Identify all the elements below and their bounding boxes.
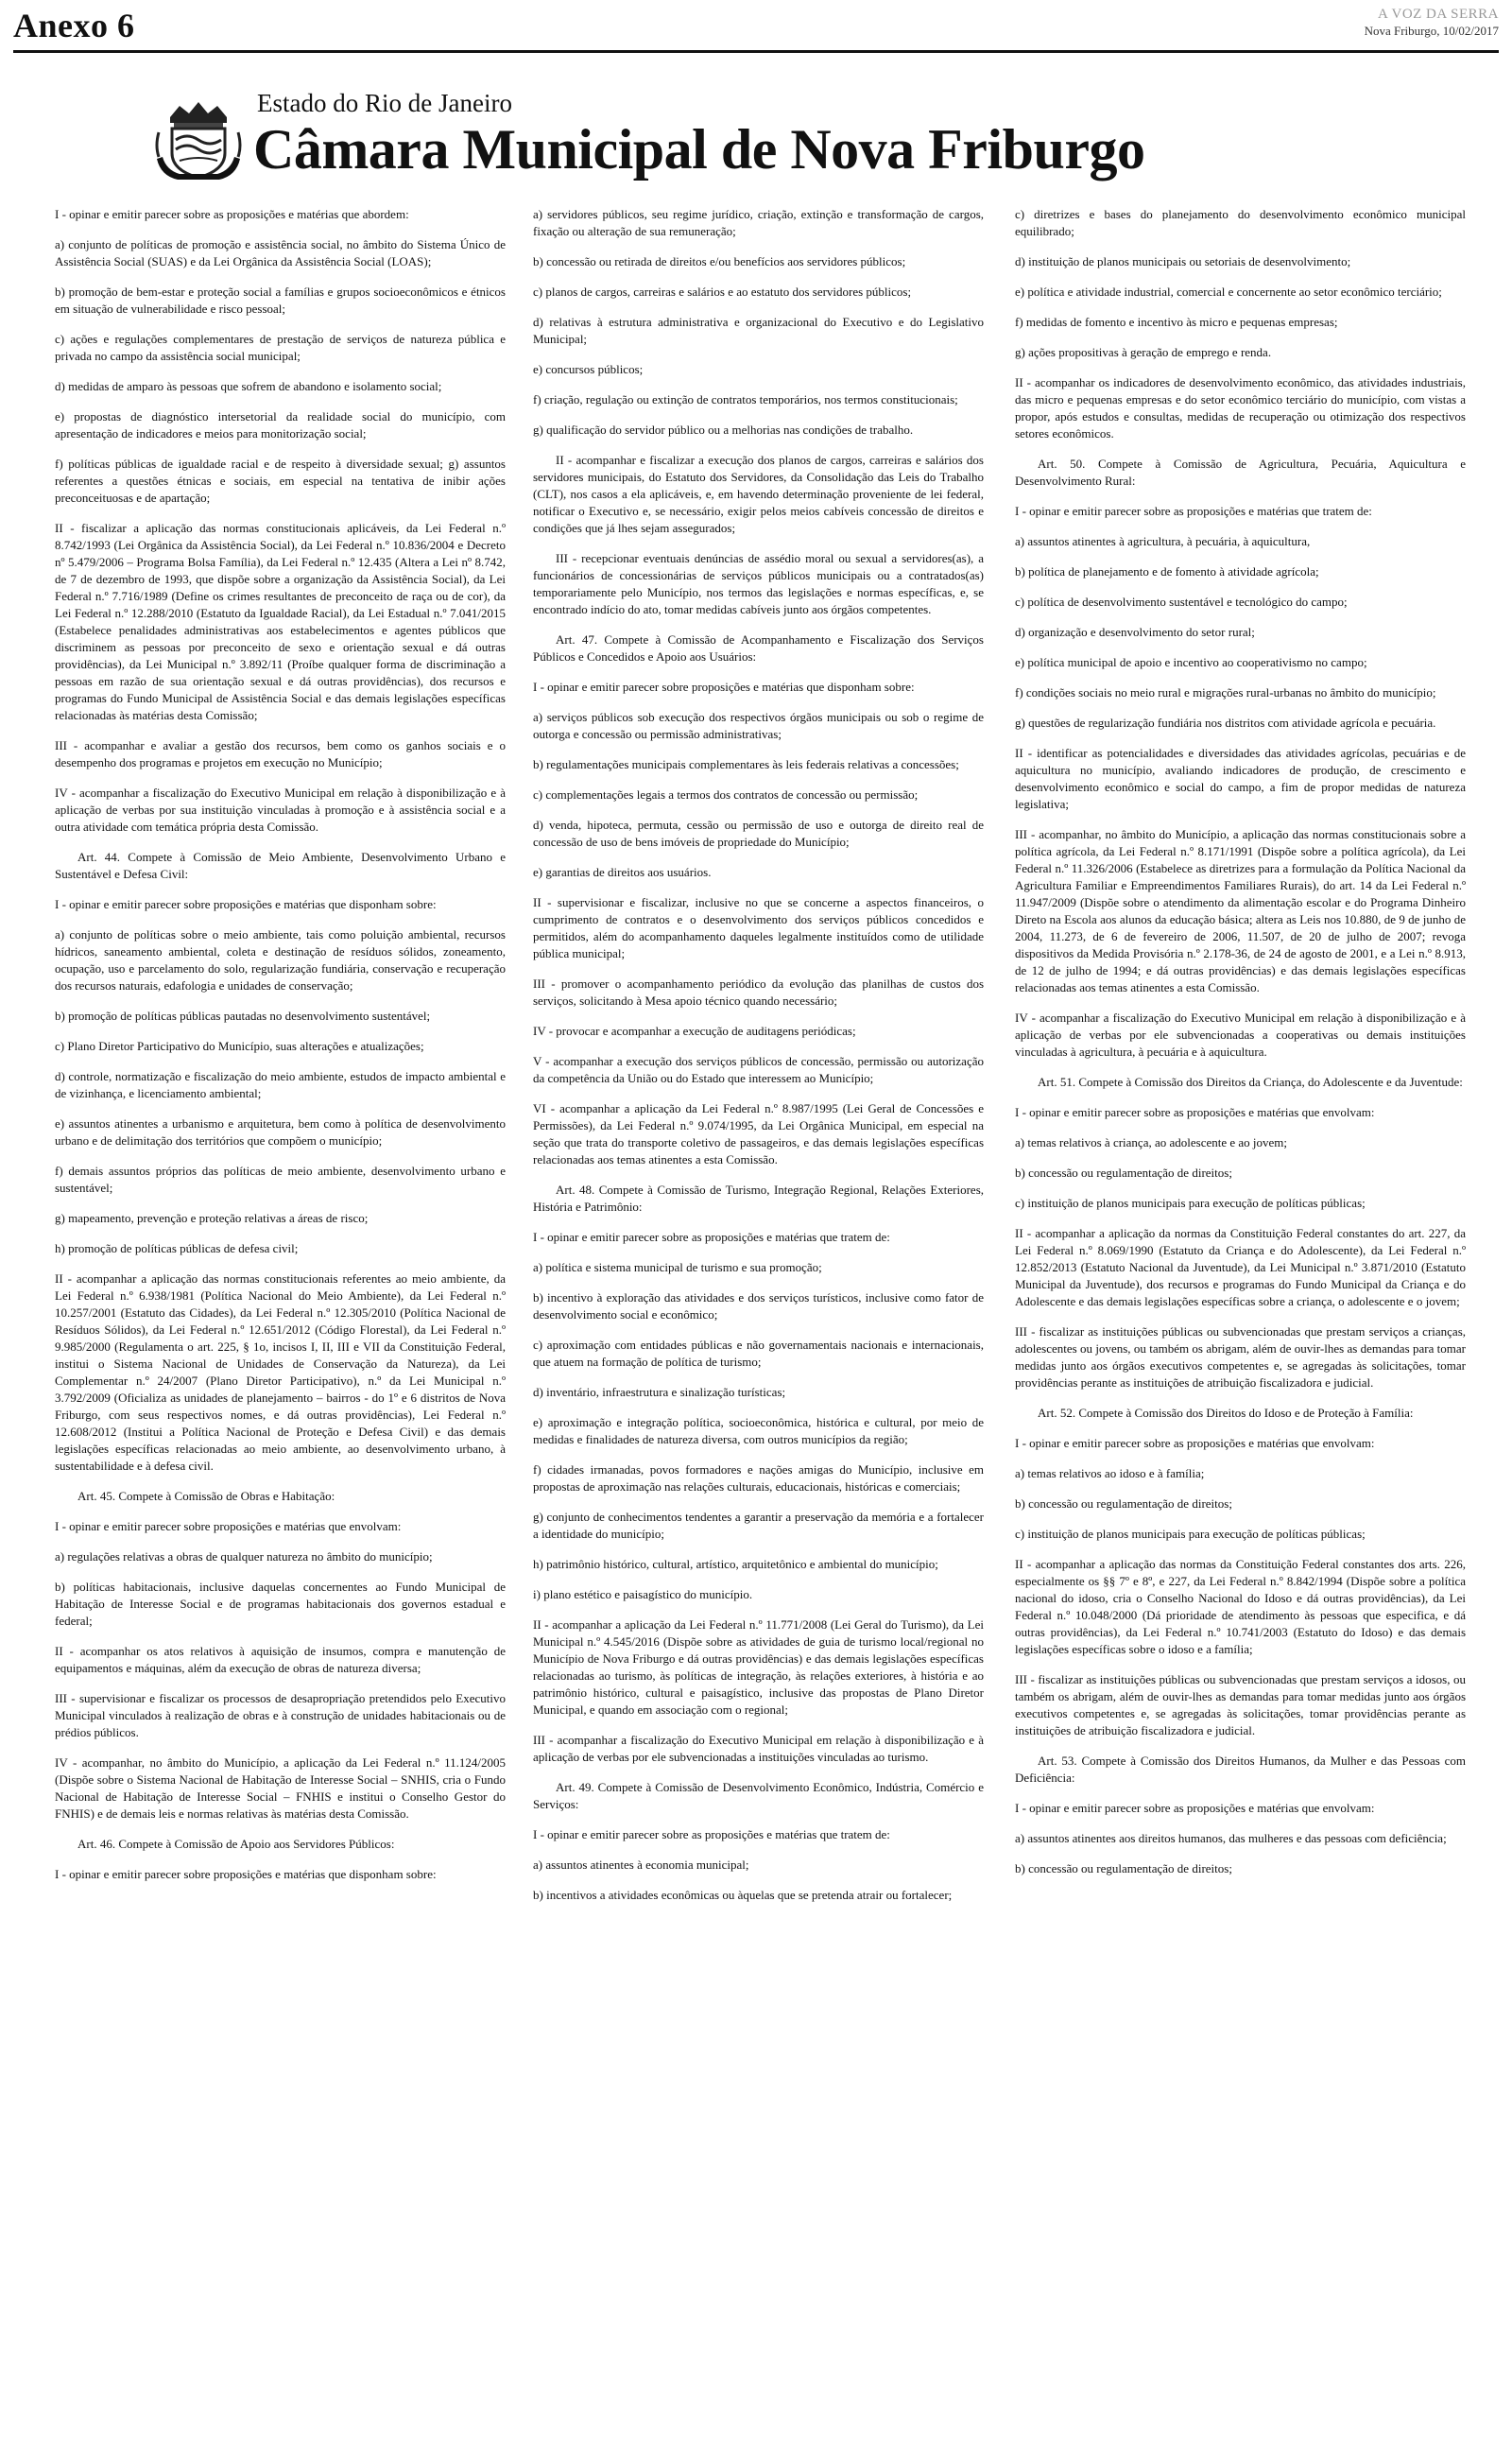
paragraph: b) concessão ou regulamentação de direitos; — [1015, 1166, 1232, 1180]
state-name: Estado do Rio de Janeiro — [257, 89, 512, 117]
paragraph: d) relativas à estrutura administrativa e organizacional do Executivo e do Legislativo Municipal; — [533, 315, 984, 346]
paragraph: I - opinar e emitir parecer sobre proposições e matérias que disponham sobre: — [55, 1867, 437, 1881]
paragraph: a) conjunto de políticas sobre o meio ambiente, tais como poluição ambiental, recursos hídricos, saneamento ambiental, coleta e destinação de resíduos sólidos, zoneamento, ocupação, uso e parcelamento do solo, regularização fundiária, conservação e recuperação dos recursos naturais, edafologia e unidades de conservação; — [55, 927, 506, 993]
paragraph: Art. 46. Compete à Comissão de Apoio aos Servidores Públicos: — [77, 1837, 395, 1851]
paragraph: a) assuntos atinentes à economia municipal; — [533, 1858, 749, 1872]
paragraph: II - acompanhar os atos relativos à aquisição de insumos, compra e manutenção de equipamentos e máquinas, além da execução de obras de natureza diversa; — [55, 1644, 506, 1675]
paragraph: e) aproximação e integração política, socioeconômica, histórica e cultural, por meio de medidas e finalidades de natureza diversa, com outros municípios da região; — [533, 1415, 984, 1446]
paragraph: a) política e sistema municipal de turismo e sua promoção; — [533, 1260, 822, 1274]
paragraph: III - promover o acompanhamento periódico da evolução das planilhas de custos dos serviços, solicitando à Mesa apoio técnico quando necessário; — [533, 976, 984, 1008]
paragraph: b) concessão ou retirada de direitos e/ou benefícios aos servidores públicos; — [533, 254, 906, 268]
paragraph: IV - acompanhar a fiscalização do Executivo Municipal em relação à disponibilização e à aplicação de verbas por sua instituição vinculadas à promoção e à assistência social e a outra atividade com temática própria desta Comissão. — [55, 786, 506, 834]
paragraph: a) conjunto de políticas de promoção e assistência social, no âmbito do Sistema Único de Assistência Social (SUAS) e da Lei Orgânica da Assistência Social (LOAS); — [55, 237, 506, 268]
municipal-crest-icon — [151, 91, 246, 185]
paragraph: b) incentivo à exploração das atividades e dos serviços turísticos, inclusive como fator de desenvolvimento social e econômico; — [533, 1290, 984, 1322]
paragraph: e) política municipal de apoio e incentivo ao cooperativismo no campo; — [1015, 655, 1367, 669]
paragraph: I - opinar e emitir parecer sobre as proposições e matérias que tratem de: — [533, 1827, 890, 1841]
paragraph: c) ações e regulações complementares de prestação de serviços de natureza pública e privada no campo da assistência social municipal; — [55, 332, 506, 363]
paragraph: c) Plano Diretor Participativo do Município, suas alterações e atualizações; — [55, 1039, 424, 1053]
paragraph: Art. 44. Compete à Comissão de Meio Ambiente, Desenvolvimento Urbano e Sustentável e Defesa Civil: — [55, 850, 506, 881]
paragraph: I - opinar e emitir parecer sobre as proposições e matérias que envolvam: — [1015, 1105, 1375, 1119]
paragraph: e) propostas de diagnóstico intersetorial da realidade social do município, com apresentação de indicadores e meios para monitorização social; — [55, 409, 506, 441]
paragraph: d) venda, hipoteca, permuta, cessão ou permissão de uso e outorga de direito real de concessão de uso de bens imóveis de propriedade do Município; — [533, 818, 984, 849]
paragraph: a) temas relativos ao idoso e à família; — [1015, 1466, 1205, 1480]
paragraph: b) regulamentações municipais complementares às leis federais relativas a concessões; — [533, 757, 959, 771]
paragraph: b) promoção de bem-estar e proteção social a famílias e grupos socioeconômicos e étnicos em situação de vulnerabilidade e risco pessoal; — [55, 285, 506, 316]
paragraph: g) qualificação do servidor público ou a melhorias nas condições de trabalho. — [533, 423, 914, 437]
paragraph: d) inventário, infraestrutura e sinalização turísticas; — [533, 1385, 786, 1399]
paragraph: II - fiscalizar a aplicação das normas constitucionais aplicáveis, da Lei Federal n.º 8.742/1993 (Lei Orgânica da Assistência Social), da Lei Federal n.º 10.836/2004 e Decreto nº 5.479/2006 – Programa Bolsa Família), da Lei Federal n.º 12.435 (Altera a Lei nº 8.742, de 7 de dezembro de 1993, que dispõe sobre a organização da Assistência Social), da Lei Federal n.º 7.716/1989 (Define os crimes resultantes de preconceito de raça ou de cor), da Lei Federal n.º 12.288/2010 (Estatuto da Igualdade Racial), da Lei Estadual n.º 7.041/2015 (Estabelece penalidades administrativas aos estabelecimentos e agentes públicos que discriminem as pessoas por preconceito de sexo e orientação sexual e dá outras providências), da Lei Municipal n.º 3.892/11 (Proíbe qualquer forma de discriminação a pessoas em razão de sua orientação sexual e dá outras providências), dos recursos e programas do Fundo Municipal de Assistência Social e das demais legislações específicas relacionadas às matérias desta Comissão; — [55, 521, 506, 722]
paragraph: a) serviços públicos sob execução dos respectivos órgãos municipais ou sob o regime de outorga e concessão ou permissão administrativas; — [533, 710, 984, 741]
paragraph: Art. 47. Compete à Comissão de Acompanhamento e Fiscalização dos Serviços Públicos e Concedidos e Apoio aos Usuários: — [533, 632, 984, 664]
paragraph: f) cidades irmanadas, povos formadores e nações amigas do Município, inclusive em propostas de aproximação nas relações culturais, educacionais, históricas e comerciais; — [533, 1462, 984, 1494]
paragraph: II - acompanhar os indicadores de desenvolvimento econômico, das atividades industriais, das micro e pequenas empresas e do setor econômico terciário do município, com vistas a propor, após estudos e consultas, medidas de recuperação ou otimização dos respectivos setores econômicos. — [1015, 375, 1466, 441]
paragraph: Art. 50. Compete à Comissão de Agricultura, Pecuária, Aquicultura e Desenvolvimento Rural: — [1015, 457, 1466, 488]
paragraph: f) condições sociais no meio rural e migrações rural-urbanas no âmbito do município; — [1015, 685, 1436, 700]
column-1 — [55, 206, 506, 2448]
paragraph: I - opinar e emitir parecer sobre as proposições e matérias que abordem: — [55, 207, 409, 221]
paragraph: g) ações propositivas à geração de emprego e renda. — [1015, 345, 1272, 359]
paragraph: I - opinar e emitir parecer sobre proposições e matérias que disponham sobre: — [55, 897, 437, 911]
paragraph: d) organização e desenvolvimento do setor rural; — [1015, 625, 1255, 639]
paragraph: Art. 48. Compete à Comissão de Turismo, Integração Regional, Relações Exteriores, História e Patrimônio: — [533, 1183, 984, 1214]
text-columns — [55, 206, 1472, 2448]
paragraph: I - opinar e emitir parecer sobre proposições e matérias que disponham sobre: — [533, 680, 915, 694]
paragraph: V - acompanhar a execução dos serviços públicos de concessão, permissão ou autorização da competência da União ou do Estado que interessem ao Município; — [533, 1054, 984, 1085]
paragraph: I - opinar e emitir parecer sobre proposições e matérias que envolvam: — [55, 1519, 402, 1533]
paragraph: b) incentivos a atividades econômicas ou àquelas que se pretenda atrair ou fortalecer; — [533, 1888, 953, 1902]
paragraph: III - acompanhar, no âmbito do Município, a aplicação das normas constitucionais sobre a política agrícola, da Lei Federal n.º 8.171/1991 (Dispõe sobre a política agrícola), da Lei Federal n.º 11.326/2006 (Estabelece as diretrizes para a formulação da Política Nacional da Agricultura Familiar e Empreendimentos Familiares Rurais), do art. 14 da Lei Federal n.º 11.947/2009 (Dispõe sobre o atendimento da alimentação escolar e do Programa Dinheiro Direto na Escola aos alunos da educação básica; altera as Leis nos 10.880, de 9 de junho de 2004, 11.273, de 6 de fevereiro de 2006, 11.507, de 20 de julho de 2007; revoga dispositivos da Medida Provisória n.º 2.178-36, de 24 de agosto de 2001, e a Lei n.º 8.913, de 12 de julho de 1994; e dá outras providências) e das demais legislações específicas relacionadas aos temas atinentes a esta Comissão. — [1015, 827, 1466, 994]
annex-label: Anexo 6 — [13, 7, 135, 44]
paragraph: II - acompanhar a aplicação da Lei Federal n.º 11.771/2008 (Lei Geral do Turismo), da Lei Municipal n.º 4.545/2016 (Dispõe sobre as atividades de guia de turismo local/regional no Município de Nova Friburgo e dá outras providências) e das demais legislações específicas relacionadas ao turismo, às políticas de integração, às relações exteriores, à história e ao patrimônio histórico, cultural e paisagístico, inclusive das propostas de Plano Diretor Municipal, e quando em associação com o regional; — [533, 1617, 984, 1717]
paragraph: g) questões de regularização fundiária nos distritos com atividade agrícola e pecuária. — [1015, 716, 1436, 730]
paragraph: II - supervisionar e fiscalizar, inclusive no que se concerne a aspectos financeiros, o cumprimento de contratos e o desenvolvimento dos serviços públicos concedidos e permitidos, além do acompanhamento daqueles legalmente instituídos como de utilidade pública municipal; — [533, 895, 984, 960]
paragraph: c) complementações legais a termos dos contratos de concessão ou permissão; — [533, 787, 919, 802]
paragraph: h) patrimônio histórico, cultural, artístico, arquitetônico e ambiental do município; — [533, 1557, 938, 1571]
paragraph: III - acompanhar a fiscalização do Executivo Municipal em relação à disponibilização e à aplicação de verbas por ele subvencionadas a instituições vinculadas ao turismo. — [533, 1733, 984, 1764]
paragraph: e) assuntos atinentes a urbanismo e arquitetura, bem como à política de desenvolvimento urbano e de delimitação dos territórios que compõem o município; — [55, 1116, 506, 1148]
paragraph: a) servidores públicos, seu regime jurídico, criação, extinção e transformação de cargos, fixação ou alteração de sua remuneração; — [533, 207, 984, 238]
paragraph: c) política de desenvolvimento sustentável e tecnológico do campo; — [1015, 595, 1348, 609]
column-2 — [533, 206, 984, 2448]
paragraph: a) temas relativos à criança, ao adolescente e ao jovem; — [1015, 1135, 1288, 1149]
paragraph: f) demais assuntos próprios das políticas de meio ambiente, desenvolvimento urbano e sustentável; — [55, 1164, 506, 1195]
paragraph: I - opinar e emitir parecer sobre as proposições e matérias que envolvam: — [1015, 1801, 1375, 1815]
paragraph: c) instituição de planos municipais para execução de políticas públicas; — [1015, 1527, 1366, 1541]
newspaper-info — [1365, 8, 1499, 37]
paragraph: Art. 49. Compete à Comissão de Desenvolvimento Econômico, Indústria, Comércio e Serviços: — [533, 1780, 984, 1811]
paragraph: c) instituição de planos municipais para execução de políticas públicas; — [1015, 1196, 1366, 1210]
paragraph: II - acompanhar a aplicação das normas da Constituição Federal constantes dos arts. 226, especialmente os §§ 7º e 8º, e 227, da Lei Federal n.º 8.842/1994 (Dispõe sobre a política nacional do idoso, cria o Conselho Nacional do Idoso e dá outras providências), da Lei Federal n.º 10.048/2000 (Dá prioridade de atendimento às pessoas que especifica, e dá outras providências), da Lei Federal n.º 10.741/2003 (Estatuto do Idoso) e das demais legislações específicas sobre o idoso e a família; — [1015, 1557, 1466, 1656]
paragraph: d) instituição de planos municipais ou setoriais de desenvolvimento; — [1015, 254, 1351, 268]
paragraph: II - acompanhar e fiscalizar a execução dos planos de cargos, carreiras e salários dos servidores municipais, do Estatuto dos Servidores, da Consolidação das Leis do Trabalho (CLT), nos casos a ela aplicáveis, e, em havendo determinação proveniente de lei federal, notificar o Executivo e, se necessário, exigir pelos meios cabíveis concessão de direitos e condições que já lhes sejam assegurados; — [533, 453, 984, 535]
paragraph: g) conjunto de conhecimentos tendentes a garantir a preservação da memória e a fortalecer a identidade do município; — [533, 1510, 984, 1541]
paragraph: e) garantias de direitos aos usuários. — [533, 865, 712, 879]
paragraph: d) controle, normatização e fiscalização do meio ambiente, estudos de impacto ambiental e de vizinhança, e licenciamento ambiental; — [55, 1069, 506, 1100]
edition-date: Nova Friburgo, 10/02/2017 — [1364, 24, 1499, 38]
paragraph: II - acompanhar a aplicação da normas da Constituição Federal constantes do art. 227, da Lei Federal n.º 8.069/1990 (Estatuto da Criança e do Adolescente), da Lei Federal n.º 12.852/2013 (Estatuto Nacional da Juventude), da Lei Municipal n.º 3.871/2010 (Estatuto Municipal da Juventude), dos recursos e programas do Fundo Municipal da Criança e do Adolescente e das demais legislações específicas sobre a criança, o adolescente e o jovem; — [1015, 1226, 1466, 1308]
paragraph: VI - acompanhar a aplicação da Lei Federal n.º 8.987/1995 (Lei Geral de Concessões e Permissões), da Lei Federal n.º 9.074/1995, da Lei Orgânica Municipal, em especial na seção que trata do transporte coletivo de passageiros, e das demais legislações específicas relacionadas aos temas atinentes a esta Comissão. — [533, 1101, 984, 1167]
paragraph: Art. 53. Compete à Comissão dos Direitos Humanos, da Mulher e das Pessoas com Deficiência: — [1015, 1754, 1466, 1785]
paragraph: a) regulações relativas a obras de qualquer natureza no âmbito do município; — [55, 1549, 433, 1564]
paragraph: h) promoção de políticas públicas de defesa civil; — [55, 1241, 299, 1255]
paragraph: IV - acompanhar, no âmbito do Município, a aplicação da Lei Federal n.º 11.124/2005 (Dispõe sobre o Sistema Nacional de Habitação de Interesse Social – SNHIS, cria o Fundo Nacional de Habitação de Interesse Social – FNHIS e institui o Conselho Gestor do FNHIS) e de demais leis e normas relativas às matérias desta Comissão. — [55, 1755, 506, 1821]
masthead — [151, 78, 1380, 200]
paragraph: b) política de planejamento e de fomento à atividade agrícola; — [1015, 564, 1319, 579]
paragraph: III - supervisionar e fiscalizar os processos de desapropriação pretendidos pelo Executivo Municipal vinculados à realização de obras e à construção de unidades habitacionais ou de prédios públicos. — [55, 1691, 506, 1739]
paragraph: c) diretrizes e bases do planejamento do desenvolvimento econômico municipal equilibrado; — [1015, 207, 1466, 238]
paragraph: c) planos de cargos, carreiras e salários e ao estatuto dos servidores públicos; — [533, 285, 912, 299]
paragraph: c) aproximação com entidades públicas e não governamentais nacionais e internacionais, que atuem na formação de política de turismo; — [533, 1338, 984, 1369]
paragraph: Art. 51. Compete à Comissão dos Direitos da Criança, do Adolescente e da Juventude: — [1038, 1075, 1463, 1089]
paragraph: II - identificar as potencialidades e diversidades das atividades agrícolas, pecuárias e de aquicultura no município, avaliando indicadores de produção, de crescimento e desenvolvimento econômico e social do campo, a fim de propor medidas de natureza legislativa; — [1015, 746, 1466, 811]
paragraph: Art. 45. Compete à Comissão de Obras e Habitação: — [77, 1489, 335, 1503]
paragraph: b) políticas habitacionais, inclusive daquelas concernentes ao Fundo Municipal de Habitação de Interesse Social e de programas habitacionais dos governos estadual e federal; — [55, 1580, 506, 1628]
paragraph: III - fiscalizar as instituições públicas ou subvencionadas que prestam serviços a idosos, ou também os abrigam, além de ouvir-lhes as demandas para tomar medidas junto aos órgãos executivos competentes e, se agregadas às solicitações, tomar providências perante as instituições de atribuição fiscalizadora e judicial. — [1015, 1672, 1466, 1737]
paragraph: II - acompanhar a aplicação das normas constitucionais referentes ao meio ambiente, da Lei Federal n.º 6.938/1981 (Política Nacional do Meio Ambiente), da Lei Federal n.º 10.257/2001 (Estatuto das Cidades), da Lei Federal n.º 12.305/2010 (Política Nacional de Resíduos Sólidos), da Lei Federal n.º 12.651/2012 (Código Florestal), da Lei Federal n.º 9.985/2000 (Regulamenta o art. 225, § 1o, incisos I, II, III e VII da Constituição Federal, institui o Sistema Nacional de Unidades de Conservação da Natureza), da Lei Complementar n.º 24/2007 (Plano Diretor Participativo), n.º da Lei Municipal n.º 3.792/2009 (Oficializa as unidades de planejamento – bairros - do 1º e 6 distritos de Nova Friburgo, com seus respectivos nomes, e dá outras providências), Lei Federal n.º 12.608/2012 (Institui a Política Nacional de Proteção e Defesa Civil) e das demais legislações específicas relacionadas ao meio ambiente, ao desenvolvimento urbano, à sustentabilidade e à defesa civil. — [55, 1271, 506, 1473]
paragraph: a) assuntos atinentes à agricultura, à pecuária, à aquicultura, — [1015, 534, 1311, 548]
paragraph: f) medidas de fomento e incentivo às micro e pequenas empresas; — [1015, 315, 1338, 329]
paragraph: III - fiscalizar as instituições públicas ou subvencionadas que prestam serviços a crianças, adolescentes ou jovens, ou também os abrigam, além de ouvir-lhes as demandas para tomar medidas junto aos órgãos executivos competentes e, se agregadas às solicitações, tomar providências perante as instituições de atribuição fiscalizadora e judicial. — [1015, 1324, 1466, 1390]
paragraph: f) políticas públicas de igualdade racial e de respeito à diversidade sexual; g) assuntos referentes a questões étnicas e sociais, em especial na tentativa de inibir ações preconceituosas e de apartação; — [55, 457, 506, 505]
paragraph: i) plano estético e paisagístico do município. — [533, 1587, 753, 1601]
paragraph: IV - acompanhar a fiscalização do Executivo Municipal em relação à disponibilização e à aplicação de verbas por ele subvencionadas a cooperativas ou demais instituições vinculadas à agricultura, à pecuária e à aquicultura. — [1015, 1011, 1466, 1059]
paragraph: III - recepcionar eventuais denúncias de assédio moral ou sexual a servidores(as), a funcionários de concessionárias de serviços públicos municipais ou a contratados(as) temporariamente pelo Município, nos termos das legislações e normas específicas, e, se encontrado indício do ato, tomar medidas cabíveis junto aos órgãos competentes. — [533, 551, 984, 616]
paragraph: g) mapeamento, prevenção e proteção relativas a áreas de risco; — [55, 1211, 369, 1225]
paragraph: Art. 52. Compete à Comissão dos Direitos do Idoso e de Proteção à Família: — [1038, 1406, 1414, 1420]
paragraph: d) medidas de amparo às pessoas que sofrem de abandono e isolamento social; — [55, 379, 442, 393]
paragraph: b) promoção de políticas públicas pautadas no desenvolvimento sustentável; — [55, 1009, 431, 1023]
paragraph: b) concessão ou regulamentação de direitos; — [1015, 1861, 1232, 1875]
newspaper-name: A VOZ DA SERRA — [1378, 7, 1499, 22]
paragraph: b) concessão ou regulamentação de direitos; — [1015, 1496, 1232, 1511]
paragraph: e) política e atividade industrial, comercial e concernente ao setor econômico terciário; — [1015, 285, 1442, 299]
paragraph: III - acompanhar e avaliar a gestão dos recursos, bem como os ganhos sociais e o desempenho dos programas e projetos em execução no Município; — [55, 738, 506, 769]
page-header — [13, 6, 1499, 53]
paragraph: f) criação, regulação ou extinção de contratos temporários, nos termos constitucionais; — [533, 392, 958, 406]
column-3 — [1015, 206, 1466, 2448]
chamber-name: Câmara Municipal de Nova Friburgo — [253, 118, 1145, 181]
paragraph: IV - provocar e acompanhar a execução de auditagens periódicas; — [533, 1024, 856, 1038]
paragraph: e) concursos públicos; — [533, 362, 644, 376]
paragraph: I - opinar e emitir parecer sobre as proposições e matérias que tratem de: — [1015, 504, 1372, 518]
paragraph: I - opinar e emitir parecer sobre as proposições e matérias que envolvam: — [1015, 1436, 1375, 1450]
paragraph: a) assuntos atinentes aos direitos humanos, das mulheres e das pessoas com deficiência; — [1015, 1831, 1447, 1845]
paragraph: I - opinar e emitir parecer sobre as proposições e matérias que tratem de: — [533, 1230, 890, 1244]
